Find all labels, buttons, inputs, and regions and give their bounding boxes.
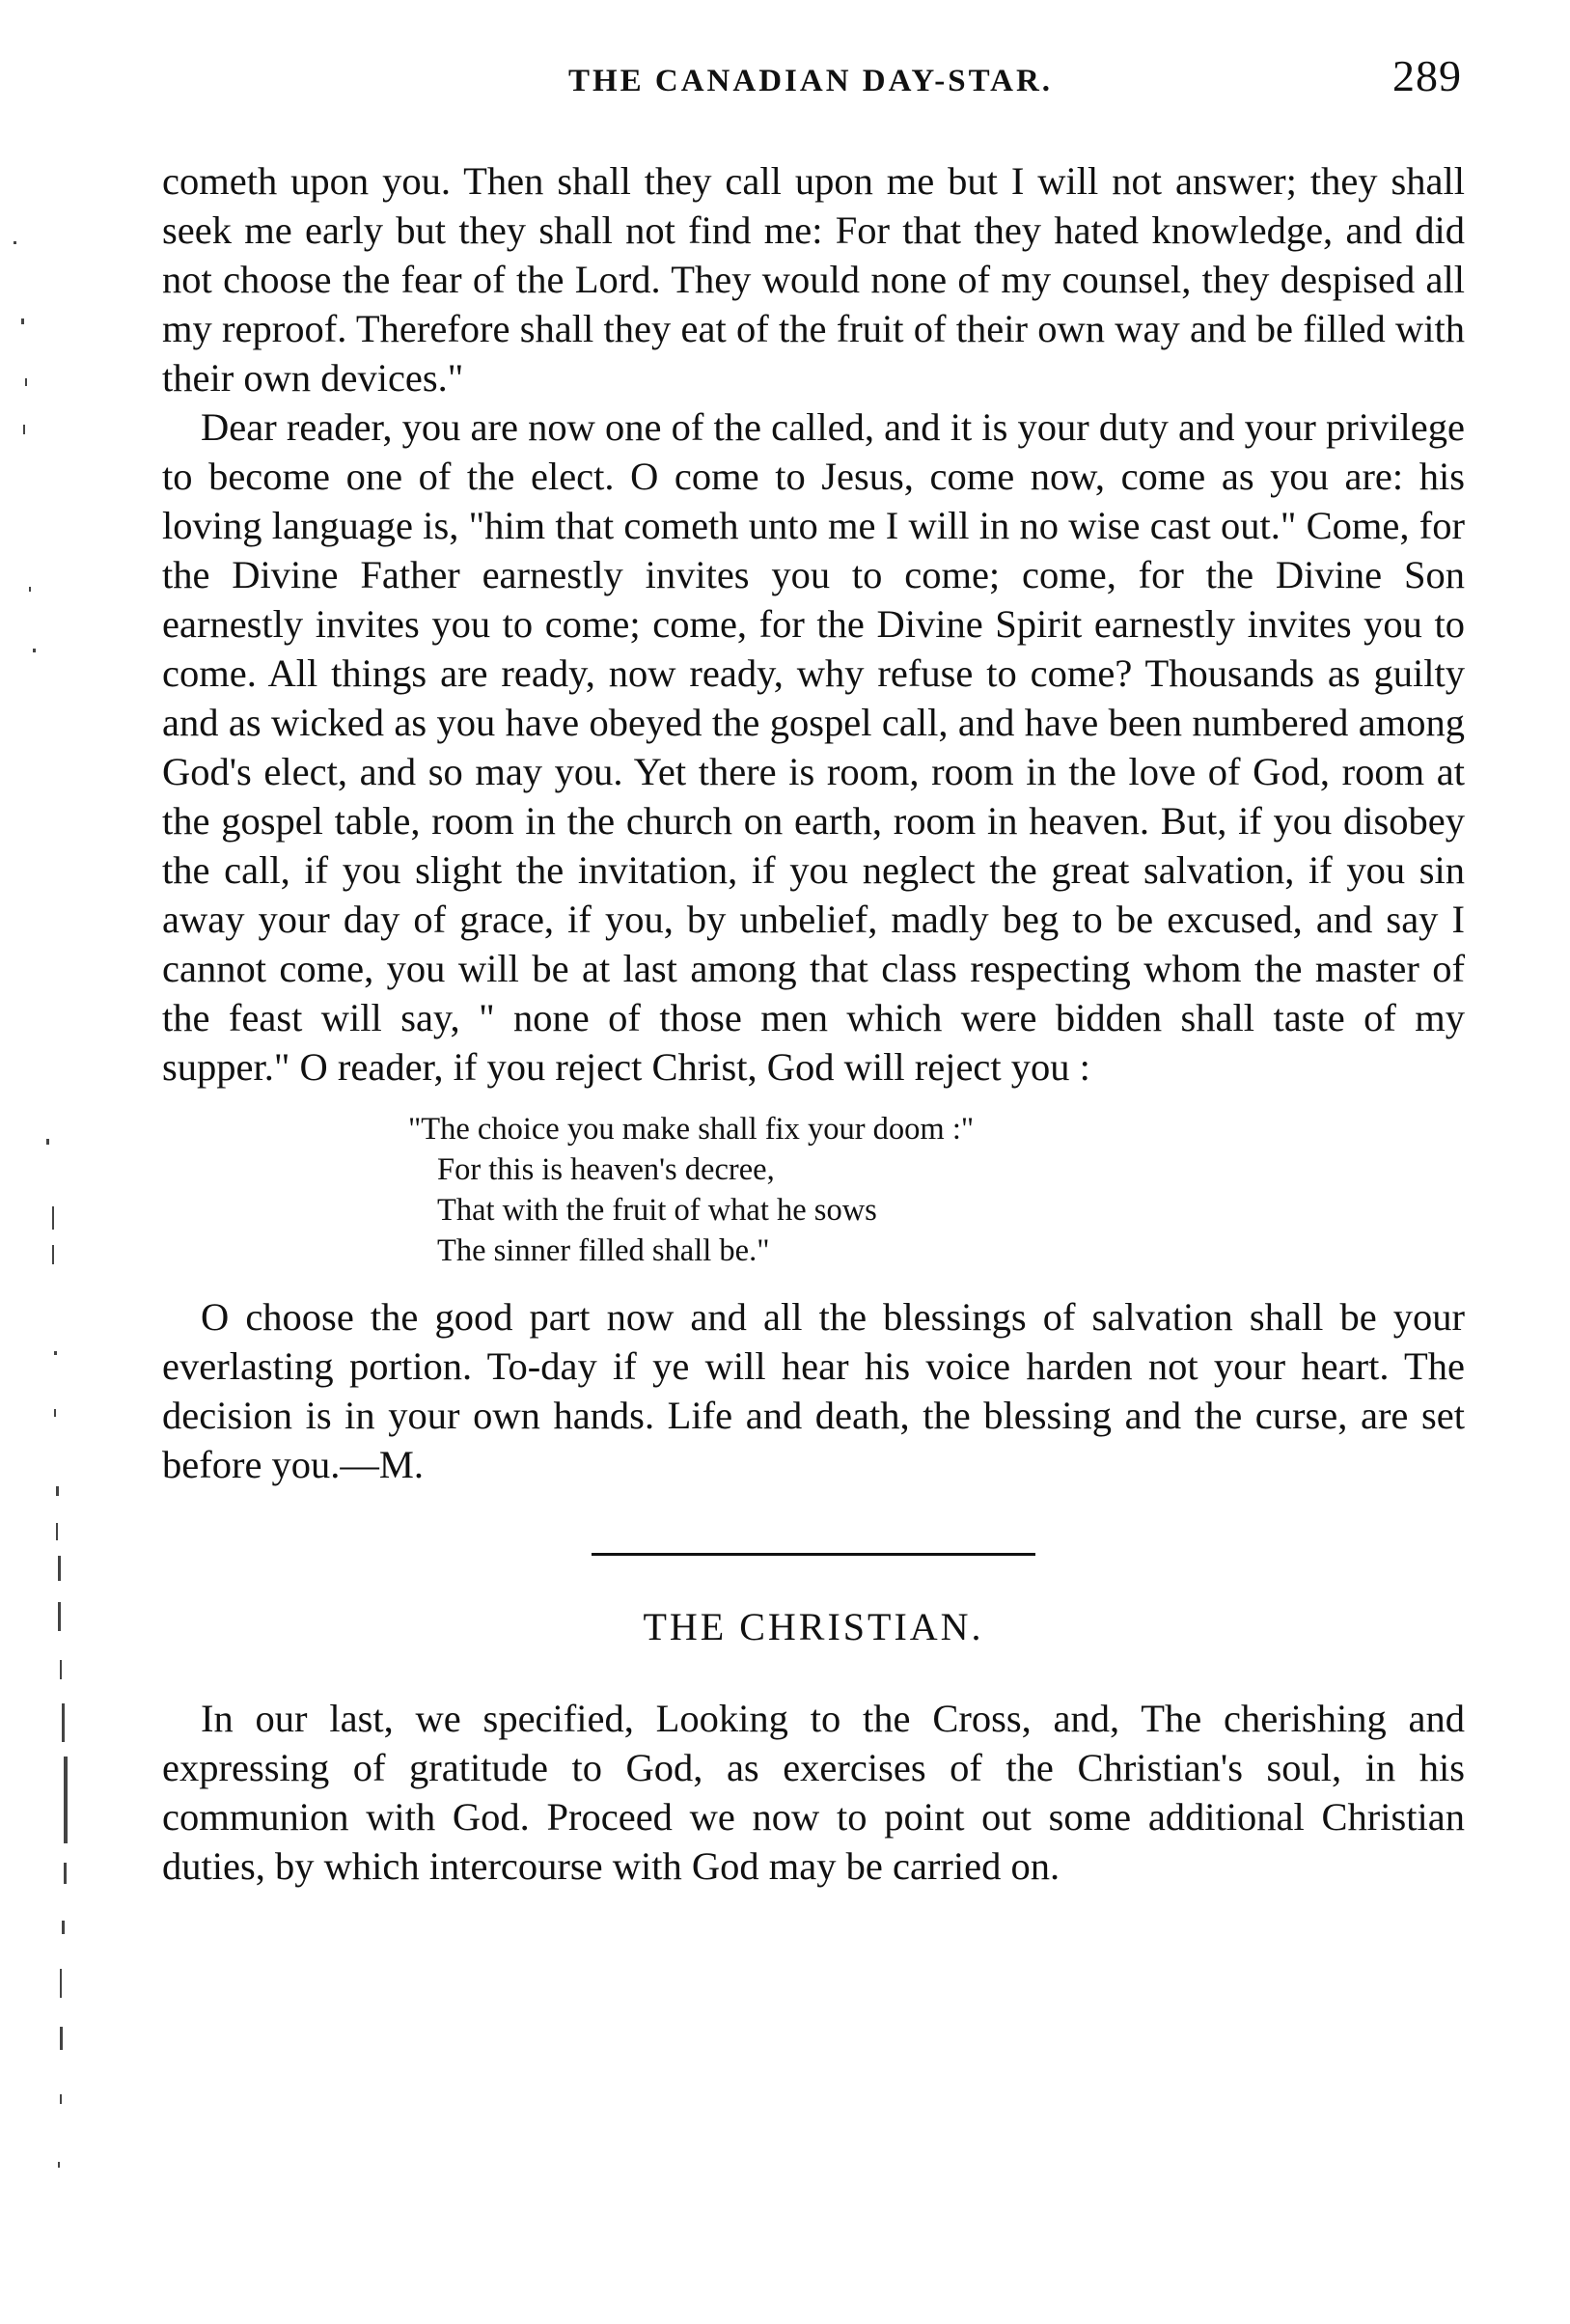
scan-margin-marks [0,0,77,2324]
scan-speck [46,1139,49,1145]
scan-speck [62,1921,65,1934]
scan-speck [64,1757,68,1843]
scan-speck [60,1969,62,1998]
scan-speck [54,1351,57,1355]
scan-speck [33,649,36,652]
scan-speck [23,425,25,434]
verse-line: The sinner filled shall be." [437,1233,770,1268]
scan-speck [60,2027,63,2050]
appeal-paragraph: Dear reader, you are now one of the called, and it is your duty and your privilege to become one of the elect. O come to Jesus, come now, come as you are: his loving language is, "him that cometh unto me I will in no wise cast out." Come, for the Divine Father earnestly invites you to come; come, for the Divine Son earnestly invites you to come; come, for the Divine Spirit earnestly invites you to come. All things are ready, now ready, why refuse to come? Thousands as guilty and as wicked as you have obeyed the gospel call, and have been numbered among God's elect, and so may you. Yet there is room, room in the love of God, room at the gospel table, room in the church on earth, room in heaven. But, if you disobey the call, if you slight the invitation, if you neglect the great salvation, if you sin away your day of grace, if you, by unbelief, madly beg to be excused, and say I cannot come, you will be at last among that class respecting whom the master of the feast will say, " none of those men which were bidden shall taste of my supper." O reader, if you reject Christ, God will reject you : [162,405,1465,1089]
scan-speck [54,1409,56,1417]
scan-speck [58,1556,61,1581]
section-divider [592,1553,1035,1556]
running-title: THE CANADIAN DAY-STAR. [567,64,1054,98]
page-body [162,156,1465,1891]
verse-line: "The choice you make shall fix your doom :" [408,1112,975,1147]
scan-speck [56,1523,58,1540]
section-heading: THE CHRISTIAN. [643,1605,984,1648]
scan-speck [64,1863,67,1884]
scan-speck [58,1602,61,1631]
page-number: 289 [1392,51,1462,100]
scan-speck [29,587,31,592]
scan-speck [25,378,27,386]
closing-paragraph: O choose the good part now and all the blessings of salvation shall be your everlasting portion. To-day if ye will hear his voice harden not your heart. The decision is in your own hands. Life and death, the blessing and the curse, are set before you.—M. [162,1295,1465,1486]
scan-speck [14,241,16,244]
scan-speck [58,2162,60,2168]
continued-paragraph: cometh upon you. Then shall they call upon me but I will not answer; they shall seek me early but they shall not find me: For that they hated knowledge, and did not choose the fear of the Lord. They would none of my counsel, they despised all my reproof. Therefore shall they eat of the fruit of their own way and be filled with their own devices." [162,159,1465,400]
scan-speck [52,1245,54,1264]
scan-speck [60,1660,62,1679]
scan-speck [56,1486,59,1496]
section-paragraph: In our last, we specified, Looking to the Cross, and, The cherishing and expressing of gratitude to God, as exercises of the Christian's soul, in his communion with God. Proceed we now to point out some additional Christian duties, by which intercourse with God may be carried on. [162,1697,1465,1888]
scan-speck [60,2094,62,2104]
scan-speck [52,1206,54,1230]
scan-speck [62,1703,65,1742]
verse-line: That with the fruit of what he sows [437,1193,877,1228]
verse-quotation [162,1109,1465,1271]
verse-line: For this is heaven's decree, [437,1152,775,1187]
running-header [159,50,1462,108]
scan-speck [21,318,24,324]
